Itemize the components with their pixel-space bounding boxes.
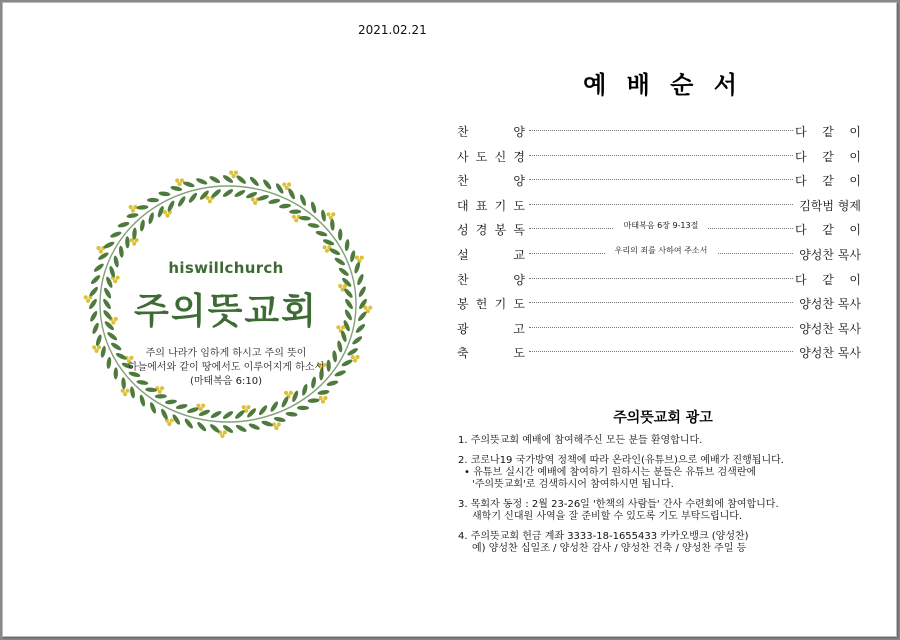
order-leader: 김학범 형제	[799, 198, 861, 213]
announcement-line: 4. 주의뜻교회 헌금 계좌 3333-18-1655433 카카오뱅크 (양성찬)	[458, 531, 749, 542]
announcement-line: 3. 목회자 동정 : 2월 23-26일 '한책의 사람들' 간사 수련회에 참여합니다.	[458, 499, 779, 510]
announcement-line: '주의뜻교회'로 검색하시어 참여하시면 됩니다.	[472, 479, 674, 490]
verse-line: 하늘에서와 같이 땅에서도 이루어지게 하소서	[127, 362, 325, 373]
dotted-leader	[529, 179, 793, 180]
order-row	[453, 291, 863, 316]
announcement-item	[458, 531, 878, 555]
dotted-leader	[529, 204, 793, 205]
order-row	[453, 316, 863, 341]
order-row	[453, 217, 863, 242]
order-leader: 다 같 이	[795, 174, 861, 189]
order-label: 성 경 봉 독	[457, 223, 525, 238]
order-label: 찬 양	[457, 174, 525, 189]
announcement-line: 예) 양성찬 십일조 / 양성찬 감사 / 양성찬 건축 / 양성찬 주일 등	[472, 543, 747, 554]
bible-verse	[116, 347, 336, 389]
dotted-leader	[529, 302, 793, 303]
verse-line: 주의 나라가 임하게 하시고 주의 뜻이	[145, 348, 307, 359]
order-label: 봉 헌 기 도	[457, 297, 525, 312]
announcements-title: 주의뜻교회 광고	[613, 410, 713, 426]
dotted-leader	[529, 130, 793, 131]
order-leader: 다 같 이	[795, 272, 861, 287]
order-leader: 양성찬 목사	[799, 297, 861, 312]
order-leader: 양성찬 목사	[799, 247, 861, 262]
dotted-leader	[529, 155, 793, 156]
order-leader: 다 같 이	[795, 125, 861, 139]
dotted-leader	[529, 327, 793, 328]
order-leader: 양성찬 목사	[799, 321, 861, 336]
bulletin-date: 2021.02.21	[358, 23, 427, 37]
order-detail: 마태복음 6장 9-13절	[529, 220, 793, 231]
order-row	[453, 119, 863, 144]
dotted-leader	[529, 351, 793, 352]
order-row	[453, 144, 863, 169]
order-label: 설 교	[457, 247, 525, 262]
order-row	[453, 340, 863, 365]
order-label: 대 표 기 도	[457, 198, 525, 213]
announcement-line: 2. 코로나19 국가방역 정책에 따라 온라인(유튜브)으로 예배가 진행됩니다.	[458, 455, 784, 466]
order-row	[453, 242, 863, 267]
order-label: 찬 양	[457, 125, 525, 139]
worship-order-list	[453, 119, 863, 365]
order-leader: 다 같 이	[795, 223, 861, 238]
announcement-item	[458, 499, 878, 523]
announcement-line: 새학기 신대원 사역을 잘 준비할 수 있도록 기도 부탁드립니다.	[472, 511, 743, 522]
order-label: 사 도 신 경	[457, 149, 525, 164]
announcement-item	[458, 455, 878, 491]
announcements-list	[458, 435, 878, 563]
order-detail: 우리의 죄를 사하여 주소서	[529, 245, 793, 256]
order-label: 광 고	[457, 321, 525, 336]
worship-order-title: 예 배 순 서	[583, 71, 743, 99]
announcement-item	[458, 435, 878, 447]
order-leader: 다 같 이	[795, 149, 861, 164]
announcement-line: 1. 주의뜻교회 예배에 참여해주신 모든 분들 환영합니다.	[458, 435, 703, 446]
order-row	[453, 168, 863, 193]
announcement-line: • 유튜브 실시간 예배에 참여하기 원하시는 분들은 유튜브 검색란에	[464, 467, 757, 478]
bulletin-page	[2, 2, 897, 637]
order-row	[453, 267, 863, 292]
order-label: 찬 양	[457, 272, 525, 287]
order-leader: 양성찬 목사	[799, 346, 861, 361]
church-english-name: hiswillchurch	[168, 259, 284, 277]
order-row	[453, 193, 863, 218]
dotted-leader	[529, 278, 793, 279]
verse-reference: (마태복음 6:10)	[189, 376, 263, 387]
church-korean-name: 주의뜻교회	[134, 291, 318, 332]
order-label: 축 도	[457, 346, 525, 361]
